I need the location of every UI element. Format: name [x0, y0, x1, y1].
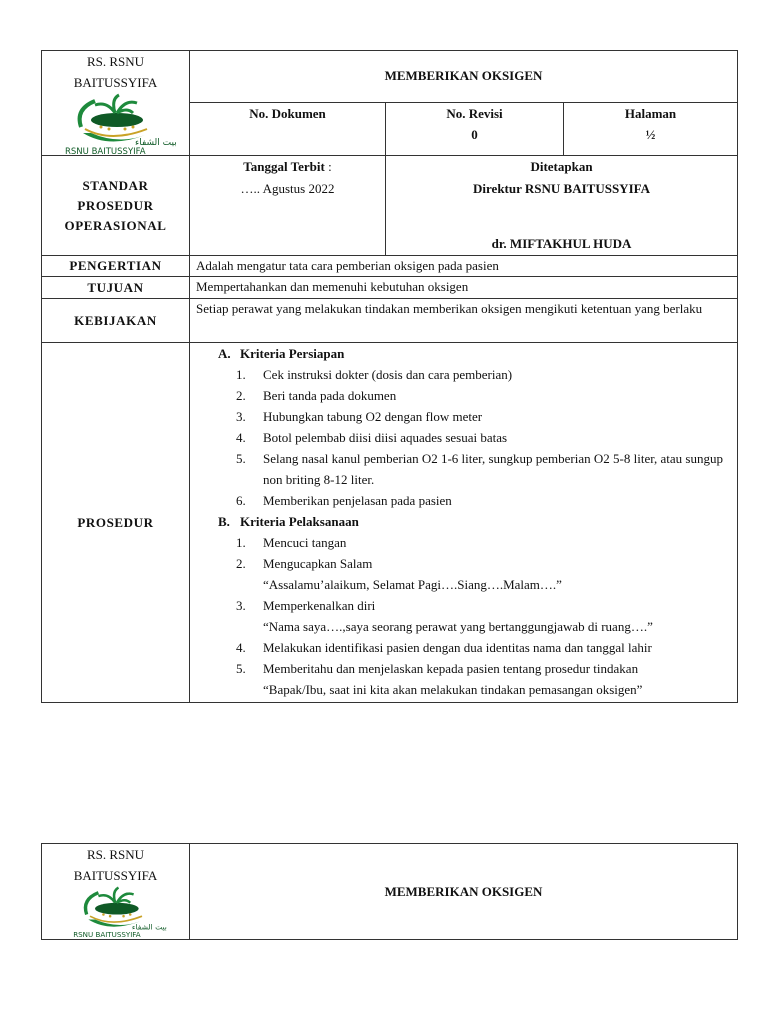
sop-table-page-2 — [41, 843, 738, 940]
section-b-marker: B. — [218, 514, 230, 529]
kebijakan-text: Setiap perawat yang melakukan tindakan memberikan oksigen mengikuti ketentuan yang berlaku — [190, 299, 738, 343]
tanggal-terbit-value: ….. Agustus 2022 — [240, 181, 335, 196]
pengertian-text: Adalah mengatur tata cara pemberian oksigen pada pasien — [190, 256, 738, 277]
tanggal-terbit-cell — [190, 156, 386, 256]
no-revisi-cell — [386, 102, 564, 155]
section-b-title: Kriteria Pelaksanaan — [240, 514, 359, 529]
sop-label-line3: OPERASIONAL — [64, 217, 167, 233]
list-item: 1. Mencuci tangan — [236, 535, 347, 550]
section-a-heading — [190, 343, 737, 364]
list-item: 2. Mengucapkan Salam — [236, 556, 373, 571]
tujuan-text: Mempertahankan dan memenuhi kebutuhan oksigen — [190, 277, 738, 299]
logo-arabic-text: بيت الشفاء — [134, 138, 177, 148]
halaman-label: Halaman — [624, 105, 677, 121]
tanggal-terbit-colon: : — [324, 159, 332, 174]
hospital-name-line2: BAITUSSYIFA — [73, 868, 158, 883]
halaman-value: ½ — [645, 126, 656, 142]
logo-text: RSNU BAITUSSYIFA — [64, 147, 146, 157]
halaman-cell — [564, 102, 738, 155]
ditetapkan-label: Ditetapkan — [530, 159, 593, 174]
sop-table — [41, 50, 738, 703]
section-b-heading — [190, 511, 737, 532]
logo-text: RSNU BAITUSSYIFA — [72, 930, 141, 940]
prosedur-label: PROSEDUR — [42, 343, 190, 703]
direktur-name: dr. MIFTAKHUL HUDA — [491, 236, 632, 251]
sop-label-line2: PROSEDUR — [77, 197, 154, 213]
list-item: 1. Cek instruksi dokter (dosis dan cara pemberian) — [236, 367, 513, 382]
list-item: 4. Melakukan identifikasi pasien dengan dua identitas nama dan tanggal lahir — [236, 640, 652, 655]
list-item: 5. Selang nasal kanul pemberian O2 1-6 liter, sungkup pemberian O2 5-8 liter, atau sungup non briting 8-12 liter. — [236, 451, 723, 487]
list-item: 3. Memperkenalkan diri — [236, 598, 376, 613]
no-revisi-value: 0 — [471, 126, 478, 142]
no-revisi-label: No. Revisi — [446, 105, 503, 121]
direktur-label: Direktur RSNU BAITUSSYIFA — [473, 181, 650, 196]
document-title-page-2: MEMBERIKAN OKSIGEN — [190, 844, 738, 940]
pengertian-label: PENGERTIAN — [42, 256, 190, 277]
no-dokumen-label: No. Dokumen — [249, 105, 326, 121]
hospital-logo-icon — [61, 93, 177, 157]
document-title: MEMBERIKAN OKSIGEN — [190, 51, 738, 103]
list-item: 5. Memberitahu dan menjelaskan kepada pasien tentang prosedur tindakan — [236, 661, 639, 676]
hospital-cell — [42, 51, 190, 156]
section-a-marker: A. — [218, 346, 231, 361]
tujuan-label: TUJUAN — [42, 277, 190, 299]
hospital-cell-page-2 — [42, 844, 190, 940]
list-item: 2. Beri tanda pada dokumen — [236, 388, 397, 403]
tindakan-quote: “Bapak/Ibu, saat ini kita akan melakukan tindakan pemasangan oksigen” — [263, 682, 643, 697]
sop-label-cell — [42, 156, 190, 256]
hospital-name-line1: RS. RSNU — [86, 54, 145, 69]
perkenalan-quote: “Nama saya….,saya seorang perawat yang bertanggungjawab di ruang….” — [263, 619, 653, 634]
no-dokumen-cell — [190, 102, 386, 155]
hospital-logo-icon — [61, 886, 171, 938]
list-item: 6. Memberikan penjelasan pada pasien — [236, 493, 452, 508]
logo-arabic-text: بيت الشفاء — [131, 922, 167, 932]
prosedur-content — [190, 343, 738, 703]
hospital-name-line1: RS. RSNU — [86, 847, 145, 862]
salam-quote: “Assalamu’alaikum, Selamat Pagi….Siang….Malam….” — [263, 577, 562, 592]
section-a-title: Kriteria Persiapan — [240, 346, 345, 361]
tanggal-terbit-label: Tanggal Terbit — [243, 159, 325, 174]
list-item: 4. Botol pelembab diisi diisi aquades sesuai batas — [236, 430, 508, 445]
sop-label-line1: STANDAR — [82, 177, 149, 193]
ditetapkan-cell — [386, 156, 738, 256]
list-item: 3. Hubungkan tabung O2 dengan flow meter — [236, 409, 483, 424]
kebijakan-label: KEBIJAKAN — [42, 299, 190, 343]
hospital-name-line2: BAITUSSYIFA — [73, 75, 158, 90]
